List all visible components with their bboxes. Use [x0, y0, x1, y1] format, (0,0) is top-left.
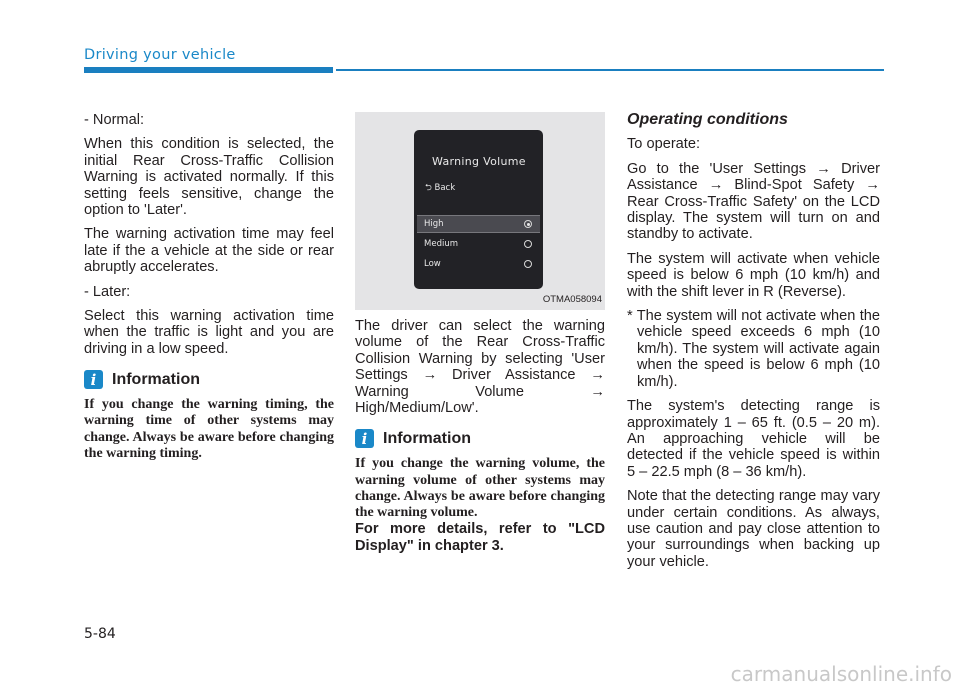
information-title: Information — [383, 429, 471, 447]
warning-volume-figure — [355, 112, 605, 310]
section-header-title: Driving your vehicle — [84, 47, 236, 63]
watermark: carmanualsonline.info — [730, 662, 952, 686]
lcd-screen — [414, 130, 543, 289]
radio-empty-icon — [524, 260, 532, 268]
normal-paragraph: When this condition is selected, the initial Rear Cross-Traffic Collision Warning is activated normally. If this setting feels sensitive, change the option to 'Later'. — [84, 136, 334, 219]
information-heading — [84, 370, 334, 389]
option-label: Low — [424, 258, 441, 269]
header-rule-thick — [84, 67, 333, 73]
option-high — [417, 215, 540, 233]
figure-code: OTMA058094 — [542, 293, 602, 305]
operate-paragraph: Go to the 'User Settings → Driver Assistance → Blind-Spot Safety → Rear Cross-Traffic Safety' on the LCD display. The system will turn on and standby to activate. — [627, 160, 880, 243]
activate-paragraph: The system will activate when vehicle speed is below 6 mph (10 km/h) and with the shift lever in R (Reverse). — [627, 250, 880, 300]
radio-selected-icon — [524, 220, 532, 228]
back-label: Back — [434, 183, 456, 193]
information-body: If you change the warning timing, the warning time of other systems may change. Always be aware before changing the warning timing. — [84, 397, 334, 461]
back-arrow-icon: ⮌ — [425, 183, 432, 193]
information-title: Information — [112, 370, 200, 388]
activation-paragraph: The warning activation time may feel late if the a vehicle at the side or rear abruptly accelerates. — [84, 226, 334, 276]
back-item — [425, 180, 455, 196]
later-label: - Later: — [84, 283, 131, 300]
information-body: If you change the warning volume, the warning volume of other systems may change. Always be aware before changing the warning volume. — [355, 456, 605, 521]
driver-paragraph: The driver can select the warning volume of the Rear Cross-Traffic Collision Warning by selecting 'User Settings → Driver Assistance → Warning Volume → High/Medium/Low'. — [355, 318, 605, 417]
information-icon: i — [355, 429, 374, 448]
caution-paragraph: Note that the detecting range may vary under certain conditions. As always, use caution and pay close attention to your surroundings when backing up your vehicle. — [627, 488, 880, 570]
radio-empty-icon — [524, 240, 532, 248]
operating-conditions-heading: Operating conditions — [627, 111, 788, 128]
option-label: High — [424, 218, 444, 229]
information-heading — [355, 429, 605, 448]
note-paragraph: * The system will not activate when the vehicle speed exceeds 6 mph (10 km/h). The system will activate again when the speed is below 6 mph (10 km/h). — [627, 308, 880, 390]
column-left — [84, 112, 334, 462]
page-number: 5-84 — [84, 626, 116, 642]
option-label: Medium — [424, 238, 458, 249]
option-low — [417, 255, 540, 273]
range-paragraph: The system's detecting range is approximately 1 – 65 ft. (0.5 – 20 m). An approaching vehicle will be detected if the vehicle speed is within 5 – 22.5 mph (8 – 36 km/h). — [627, 398, 880, 480]
header-rule-thin — [336, 69, 884, 71]
to-operate-label: To operate: — [627, 136, 701, 153]
option-medium — [417, 235, 540, 253]
screen-title: Warning Volume — [432, 155, 526, 168]
column-right — [627, 112, 880, 578]
information-icon: i — [84, 370, 103, 389]
later-paragraph: Select this warning activation time when the traffic is light and you are driving in a low speed. — [84, 308, 334, 357]
normal-label: - Normal: — [84, 112, 144, 128]
reference-text: For more details, refer to "LCD Display" in chapter 3. — [355, 521, 605, 554]
column-middle — [355, 112, 605, 562]
